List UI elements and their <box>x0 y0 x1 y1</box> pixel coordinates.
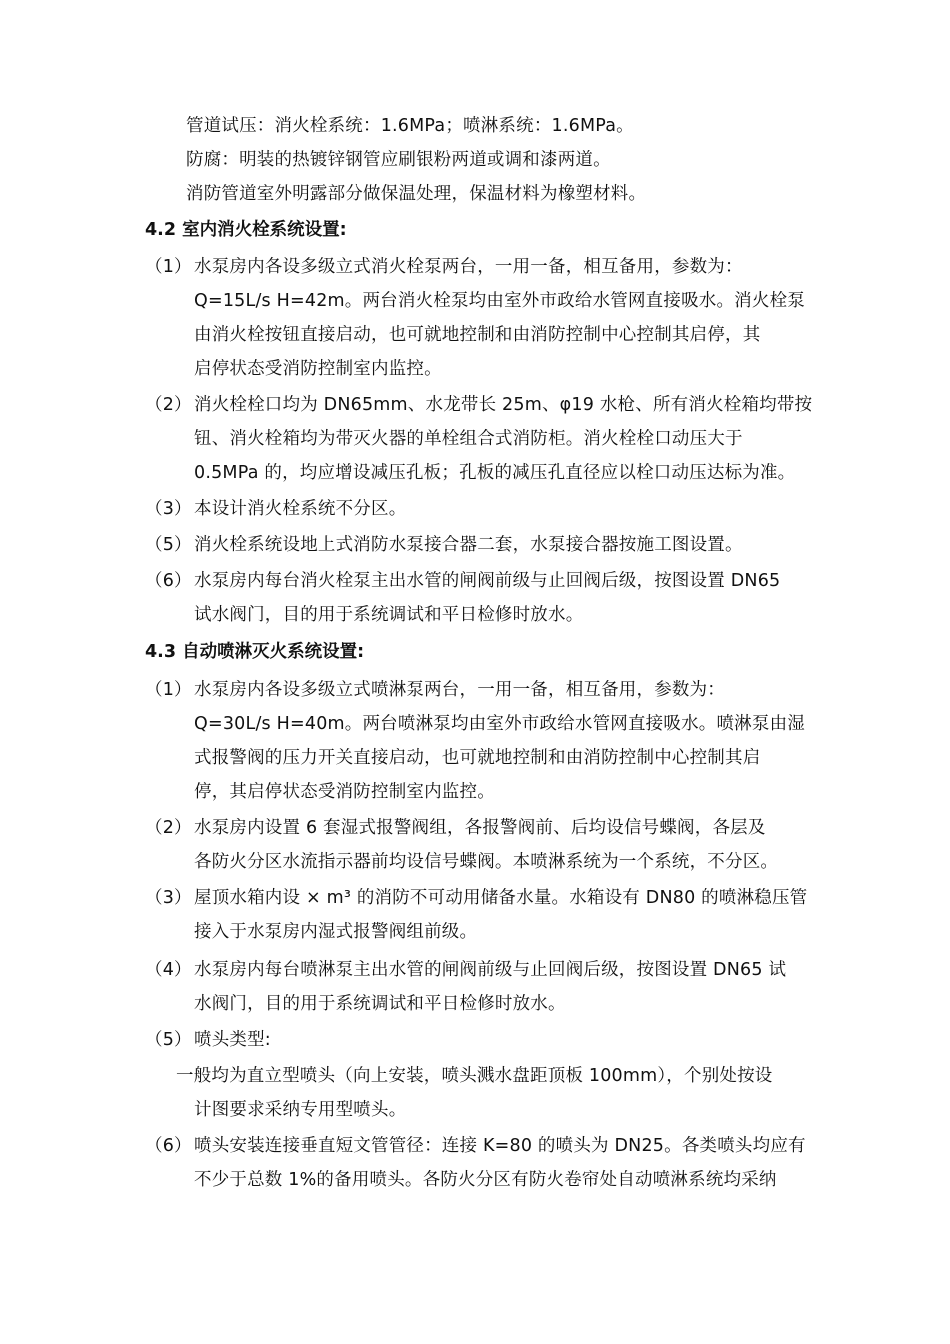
item-line: 水泵房内每台喷淋泵主出水管的闸阀前级与止回阀后级，按图设置 DN65 试 <box>194 960 787 980</box>
item-line: 式报警阀的压力开关直接启动，也可就地控制和由消防控制中心控制其启 <box>194 748 761 768</box>
item-line: 不少于总数 1%的备用喷头。各防火分区有防火卷帘处自动喷淋系统均采纳 <box>194 1170 777 1190</box>
item-line: 试水阀门，目的用于系统调试和平日检修时放水。 <box>194 605 584 625</box>
item-line: 喷头类型: <box>194 1030 271 1050</box>
item-number: （2） <box>145 395 192 415</box>
item-line: 计图要求采纳专用型喷头。 <box>194 1100 407 1120</box>
item-line: 水阀门，目的用于系统调试和平日检修时放水。 <box>194 994 566 1014</box>
section-heading-4-2: 4.2 室内消火栓系统设置: <box>145 220 347 240</box>
intro-line-insulation: 消防管道室外明露部分做保温处理，保温材料为橡塑材料。 <box>186 184 647 204</box>
item-line: 消火栓系统设地上式消防水泵接合器二套，水泵接合器按施工图设置。 <box>194 535 743 555</box>
intro-line-anticorrosion: 防腐：明装的热镀锌钢管应刷银粉两道或调和漆两道。 <box>186 150 611 170</box>
item-number: （3） <box>145 499 192 519</box>
item-number: （3） <box>145 888 192 908</box>
item-line: 屋顶水箱内设 × m³ 的消防不可动用储备水量。水箱设有 DN80 的喷淋稳压管 <box>194 888 808 908</box>
item-line: Q=15L/s H=42m。两台消火栓泵均由室外市政给水管网直接吸水。消火栓泵 <box>194 291 805 311</box>
item-line: 钮、消火栓箱均为带灭火器的单栓组合式消防柜。消火栓栓口动压大于 <box>194 429 743 449</box>
item-number: （1） <box>145 257 192 277</box>
item-number: （2） <box>145 818 192 838</box>
item-line: 由消火栓按钮直接启动，也可就地控制和由消防控制中心控制其启停，其 <box>194 325 761 345</box>
item-line: 水泵房内各设多级立式消火栓泵两台，一用一备，相互备用，参数为： <box>194 257 743 277</box>
item-line: Q=30L/s H=40m。两台喷淋泵均由室外市政给水管网直接吸水。喷淋泵由湿 <box>194 714 805 734</box>
section-heading-4-3: 4.3 自动喷淋灭火系统设置: <box>145 642 365 662</box>
item-line: 停，其启停状态受消防控制室内监控。 <box>194 782 495 802</box>
item-number: （4） <box>145 960 192 980</box>
item-line: 水泵房内各设多级立式喷淋泵两台，一用一备，相互备用，参数为： <box>194 680 725 700</box>
item-line: 启停状态受消防控制室内监控。 <box>194 359 442 379</box>
item-number: （6） <box>145 571 192 591</box>
item-number: （6） <box>145 1136 192 1156</box>
item-line: 各防火分区水流指示器前均设信号蝶阀。本喷淋系统为一个系统，不分区。 <box>194 852 779 872</box>
item-line: 消火栓栓口均为 DN65mm、水龙带长 25m、φ19 水枪、所有消火栓箱均带按 <box>194 395 813 415</box>
item-line: 本设计消火栓系统不分区。 <box>194 499 407 519</box>
item-line: 水泵房内每台消火栓泵主出水管的闸阀前级与止回阀后级，按图设置 DN65 <box>194 571 781 591</box>
item-line: 0.5MPa 的，均应增设减压孔板；孔板的减压孔直径应以栓口动压达标为准。 <box>194 463 796 483</box>
item-line: 水泵房内设置 6 套湿式报警阀组，各报警阀前、后均设信号蝶阀，各层及 <box>194 818 766 838</box>
item-line: 喷头安装连接垂直短文管管径：连接 K=80 的喷头为 DN25。各类喷头均应有 <box>194 1136 806 1156</box>
item-line: 接入于水泵房内湿式报警阀组前级。 <box>194 922 478 942</box>
item-line: 一般均为直立型喷头（向上安装，喷头溅水盘距顶板 100mm），个别处按设 <box>176 1066 773 1086</box>
item-number: （5） <box>145 1030 192 1050</box>
item-number: （1） <box>145 680 192 700</box>
item-number: （5） <box>145 535 192 555</box>
intro-line-pressure-test: 管道试压：消火栓系统：1.6MPa；喷淋系统：1.6MPa。 <box>186 116 634 136</box>
